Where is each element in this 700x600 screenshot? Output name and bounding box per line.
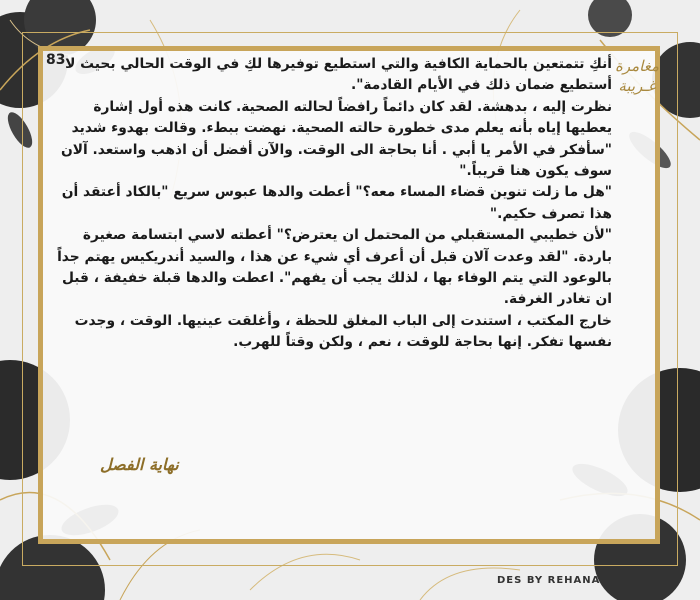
paragraph: "لأن خطيبي المستقبلي من المحتمل ان يعترض؟" أعطته لاسي ابتسامة صغيرة باردة. "لقد وعدت آلان قبل أن أعرف أي شيء عن هذا ، والسيد أندريكيس يهتم جداً بالوعود التي يتم الوفاء بها ، لذلك يجب أن يفهم". اعطت والدها قبلة خفيفة ، قبل ان تغادر الغرفة. [57,227,612,308]
paragraph: نظرت إليه ، بدهشة. لقد كان دائماً رافضاً لحالته الصحية. كانت هذه أول إشارة يعطيها إياه بأنه يعلم مدى خطورة حالته الصحية. نهضت ببطء. وقالت بهدوء شديد "سأفكر في الأمر يا أبي . أنا بحاجة الى الوقت. والآن أفضل أن اذهب واستعد. آلان سوف يكون هنا قريباً." [60,98,612,180]
chapter-end-label: نهاية الفصل [100,455,179,474]
story-text [52,54,612,354]
paragraph: خارج المكتب ، استندت إلى الباب المغلق للحظة ، وأغلقت عينيها. الوقت ، وجدت نفسها تفكر. إنها بحاجة للوقت ، نعم ، ولكن وقتاً للهرب. [74,312,612,351]
page-number: 83 [46,52,66,68]
series-title [606,56,668,96]
paragraph: أنكِ تتمتعين بالحماية الكافية والتي استطيع توفيرها لكِ في الوقت الحالي بحيث لا أستطيع ضمان ذلك في الأيام القادمة". [65,56,612,94]
series-title-line-1: مغامرة [614,57,659,75]
designer-credit: DES BY REHANA [497,575,601,586]
series-title-line-2: غـريبة [618,77,656,95]
paragraph: "هل ما زلت تنوين قضاء المساء معه؟" أعطت والدها عبوس سريع "بالكاد أعتقد أن هذا تصرف حكيم." [61,184,612,222]
